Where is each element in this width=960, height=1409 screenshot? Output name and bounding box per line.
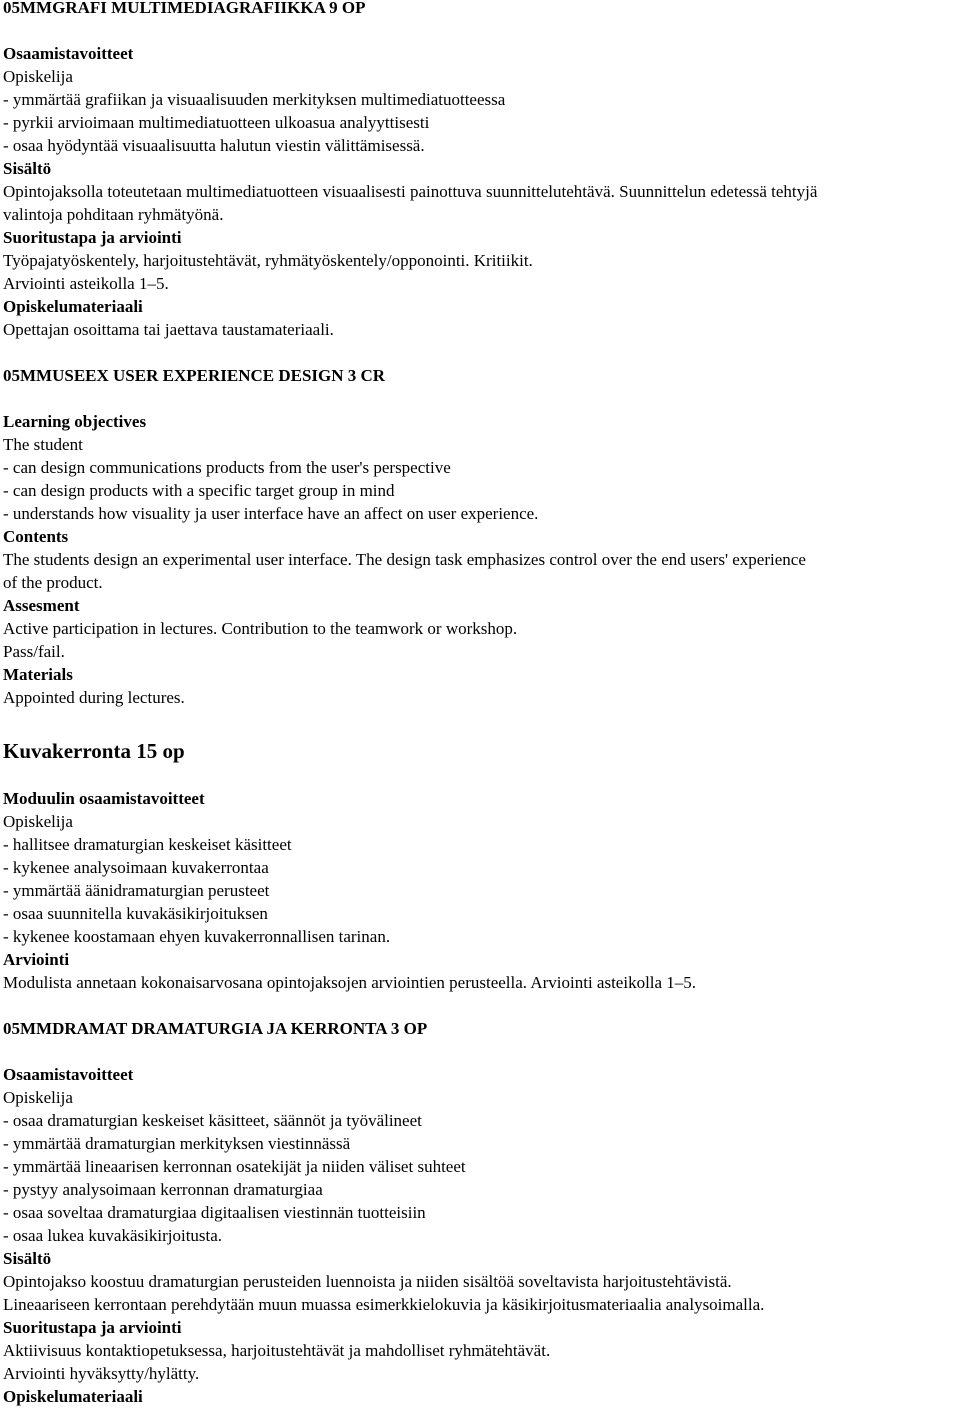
list-item: - ymmärtää äänidramaturgian perusteet <box>3 881 270 900</box>
section-heading: Moduulin osaamistavoitteet <box>3 789 205 808</box>
section-heading: Opiskelumateriaali <box>3 297 143 316</box>
section-heading: Contents <box>3 527 69 546</box>
paragraph-text: Opintojaksolla toteutetaan multimediatuotteen visuaalisesti painottuva suunnittelutehtävä. Suunnittelun edetessä tehtyjä <box>3 182 818 201</box>
course-title: 05MMDRAMAT DRAMATURGIA JA KERRONTA 3 OP <box>3 1019 428 1038</box>
section-heading: Sisältö <box>3 1249 52 1268</box>
section-heading: Arviointi <box>3 950 70 969</box>
section-heading: Learning objectives <box>3 412 147 431</box>
list-item: - kykenee analysoimaan kuvakerrontaa <box>3 858 269 877</box>
list-item: - understands how visuality ja user interface have an affect on user experience. <box>3 504 539 523</box>
section-heading: Suoritustapa ja arviointi <box>3 228 182 247</box>
section-heading: Sisältö <box>3 159 52 178</box>
paragraph-text: Arviointi asteikolla 1–5. <box>3 274 169 293</box>
section-heading: Assesment <box>3 596 80 615</box>
paragraph-text: Opettajan osoittama tai jaettava taustamateriaali. <box>3 320 334 339</box>
paragraph-text: of the product. <box>3 573 103 592</box>
paragraph-text: Opiskelija <box>3 1088 73 1107</box>
list-item: - osaa soveltaa dramaturgiaa digitaalisen viestinnän tuotteisiin <box>3 1203 426 1222</box>
paragraph-text: Lineaariseen kerrontaan perehdytään muun muassa esimerkkielokuvia ja käsikirjoitusmateriaalia analysoimalla. <box>3 1295 765 1314</box>
paragraph-text: Active participation in lectures. Contribution to the teamwork or workshop. <box>3 619 518 638</box>
paragraph-text: Appointed during lectures. <box>3 688 185 707</box>
paragraph-text: Modulista annetaan kokonaisarvosana opintojaksojen arviointien perusteella. Arviointi asteikolla 1–5. <box>3 973 697 992</box>
paragraph-text: valintoja pohditaan ryhmätyönä. <box>3 205 224 224</box>
course-title: 05MMUSEEX USER EXPERIENCE DESIGN 3 CR <box>3 366 386 385</box>
section-heading: Osaamistavoitteet <box>3 1065 134 1084</box>
section-heading: Osaamistavoitteet <box>3 44 134 63</box>
list-item: - pystyy analysoimaan kerronnan dramaturgiaa <box>3 1180 323 1199</box>
list-item: - can design communications products from the user's perspective <box>3 458 451 477</box>
list-item: - can design products with a specific target group in mind <box>3 481 395 500</box>
section-heading: Suoritustapa ja arviointi <box>3 1318 182 1337</box>
list-item: - ymmärtää lineaarisen kerronnan osatekijät ja niiden väliset suhteet <box>3 1157 466 1176</box>
module-title: Kuvakerronta 15 op <box>3 739 185 763</box>
list-item: - pyrkii arvioimaan multimediatuotteen ulkoasua analyyttisesti <box>3 113 430 132</box>
list-item: - ymmärtää dramaturgian merkityksen viestinnässä <box>3 1134 351 1153</box>
list-item: - osaa lukea kuvakäsikirjoitusta. <box>3 1226 223 1245</box>
list-item: - osaa hyödyntää visuaalisuutta halutun viestin välittämisessä. <box>3 136 425 155</box>
section-heading: Opiskelumateriaali <box>3 1387 143 1406</box>
list-item: - kykenee koostamaan ehyen kuvakerronnallisen tarinan. <box>3 927 391 946</box>
paragraph-text: Opiskelija <box>3 812 73 831</box>
paragraph-text: Opiskelija <box>3 67 73 86</box>
list-item: - osaa dramaturgian keskeiset käsitteet, säännöt ja työvälineet <box>3 1111 422 1130</box>
list-item: - ymmärtää grafiikan ja visuaalisuuden merkityksen multimediatuotteessa <box>3 90 506 109</box>
section-heading: Materials <box>3 665 73 684</box>
list-item: - hallitsee dramaturgian keskeiset käsitteet <box>3 835 292 854</box>
paragraph-text: Opintojakso koostuu dramaturgian perusteiden luennoista ja niiden sisältöä soveltavista harjoitustehtävistä. <box>3 1272 732 1291</box>
paragraph-text: Työpajatyöskentely, harjoitustehtävät, ryhmätyöskentely/opponointi. Kritiikit. <box>3 251 533 270</box>
paragraph-text: Arviointi hyväksytty/hylätty. <box>3 1364 200 1383</box>
course-title: 05MMGRAFI MULTIMEDIAGRAFIIKKA 9 OP <box>3 0 366 17</box>
list-item: - osaa suunnitella kuvakäsikirjoituksen <box>3 904 268 923</box>
paragraph-text: The students design an experimental user interface. The design task emphasizes control over the end users' experience <box>3 550 806 569</box>
paragraph-text: Aktiivisuus kontaktiopetuksessa, harjoitustehtävät ja mahdolliset ryhmätehtävät. <box>3 1341 551 1360</box>
paragraph-text: Pass/fail. <box>3 642 65 661</box>
paragraph-text: The student <box>3 435 83 454</box>
